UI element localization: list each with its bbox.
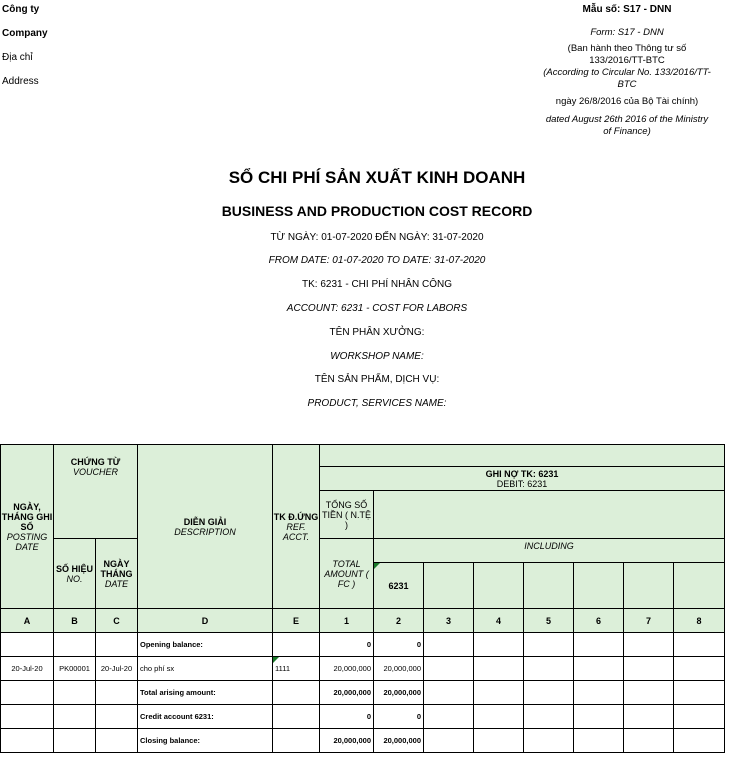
row-empty-col-8 bbox=[674, 681, 725, 705]
company-label-en: Company bbox=[2, 28, 48, 39]
row-empty-col-7 bbox=[624, 633, 674, 657]
table-row bbox=[1, 657, 725, 681]
cost-ledger-table bbox=[0, 444, 725, 753]
column-letter-cell: E bbox=[273, 609, 320, 633]
row-empty-col-7 bbox=[624, 681, 674, 705]
ledger-body bbox=[1, 633, 725, 753]
column-letter-cell: 8 bbox=[674, 609, 725, 633]
company-label-vi: Công ty bbox=[2, 4, 40, 15]
row-empty-col-4 bbox=[474, 705, 524, 729]
table-row bbox=[1, 729, 725, 753]
row-empty-col-3 bbox=[424, 681, 474, 705]
product-vi: TÊN SẢN PHẨM, DỊCH VỤ: bbox=[314, 374, 440, 385]
row-posting-date bbox=[1, 729, 54, 753]
header-sub-col-3 bbox=[424, 563, 474, 609]
header-voucher-date bbox=[96, 539, 138, 609]
row-total-amount: 20,000,000 bbox=[320, 729, 374, 753]
address-label-en: Address bbox=[2, 76, 39, 87]
row-description: Total arising amount: bbox=[138, 681, 273, 705]
header-no-vi: SỐ HIỆU bbox=[55, 563, 93, 574]
header-sub-col-7 bbox=[624, 563, 674, 609]
row-posting-date bbox=[1, 705, 54, 729]
table-row bbox=[1, 633, 725, 657]
row-voucher-no bbox=[54, 729, 96, 753]
header-sub-col-8 bbox=[674, 563, 725, 609]
period-vi: TỪ NGÀY: 01-07-2020 ĐẾN NGÀY: 31-07-2020 bbox=[270, 232, 484, 243]
header-description-en: DESCRIPTION bbox=[174, 526, 236, 537]
header-total-vi: TỔNG SỐ TIỀN ( N.TỆ ) bbox=[320, 491, 374, 539]
date-vi: ngày 26/8/2016 của Bộ Tài chính) bbox=[555, 96, 699, 107]
column-letter-cell: 4 bbox=[474, 609, 524, 633]
header-posting-date bbox=[1, 445, 54, 609]
row-empty-col-8 bbox=[674, 657, 725, 681]
row-voucher-date: 20-Jul-20 bbox=[96, 657, 138, 681]
date-en-2: of Finance) bbox=[603, 126, 651, 137]
row-amount-6231: 20,000,000 bbox=[374, 729, 424, 753]
date-en-1: dated August 26th 2016 of the Ministry bbox=[545, 114, 709, 125]
header-description-vi: DIỄN GIẢI bbox=[183, 516, 227, 527]
row-amount-6231: 20,000,000 bbox=[374, 681, 424, 705]
row-total-amount: 0 bbox=[320, 633, 374, 657]
row-empty-col-6 bbox=[574, 705, 624, 729]
issued-en-1: (According to Circular No. 133/2016/TT- bbox=[543, 67, 711, 78]
header-debit bbox=[320, 467, 725, 491]
column-letter-cell: 3 bbox=[424, 609, 474, 633]
row-empty-col-4 bbox=[474, 681, 524, 705]
row-voucher-no: PK00001 bbox=[54, 657, 96, 681]
row-voucher-date bbox=[96, 705, 138, 729]
row-description: Closing balance: bbox=[138, 729, 273, 753]
header-debit-area bbox=[320, 445, 725, 467]
header-ref-acct bbox=[273, 445, 320, 609]
column-letter-cell: D bbox=[138, 609, 273, 633]
row-ref-acct bbox=[273, 681, 320, 705]
row-empty-col-6 bbox=[574, 729, 624, 753]
form-code-en: Form: S17 - DNN bbox=[590, 27, 664, 38]
row-ref-acct bbox=[273, 729, 320, 753]
header-including: INCLUDING bbox=[374, 539, 725, 563]
row-amount-6231: 20,000,000 bbox=[374, 657, 424, 681]
row-total-amount: 20,000,000 bbox=[320, 681, 374, 705]
column-letter-cell: A bbox=[1, 609, 54, 633]
row-empty-col-4 bbox=[474, 657, 524, 681]
header-no-en: NO. bbox=[66, 573, 83, 584]
column-letter-cell: C bbox=[96, 609, 138, 633]
column-letter-cell: B bbox=[54, 609, 96, 633]
row-empty-col-8 bbox=[674, 633, 725, 657]
header-voucher bbox=[54, 445, 138, 539]
row-empty-col-5 bbox=[524, 729, 574, 753]
column-letter-cell: 5 bbox=[524, 609, 574, 633]
row-empty-col-8 bbox=[674, 705, 725, 729]
row-empty-col-7 bbox=[624, 657, 674, 681]
header-sub-col-5 bbox=[524, 563, 574, 609]
row-ref-acct: 1111 bbox=[273, 657, 320, 681]
row-voucher-date bbox=[96, 633, 138, 657]
row-empty-col-5 bbox=[524, 705, 574, 729]
row-empty-col-5 bbox=[524, 681, 574, 705]
row-posting-date bbox=[1, 633, 54, 657]
header-posting-date-en: POSTING DATE bbox=[6, 531, 48, 552]
header-debit-en: DEBIT: 6231 bbox=[496, 478, 548, 489]
row-posting-date: 20-Jul-20 bbox=[1, 657, 54, 681]
header-sub-col-6 bbox=[574, 563, 624, 609]
header-voucher-vi: CHỨNG TỪ bbox=[70, 457, 121, 467]
form-code-vi: Mẫu số: S17 - DNN bbox=[582, 4, 672, 15]
row-ref-acct bbox=[273, 705, 320, 729]
header-description bbox=[138, 445, 273, 609]
form-info bbox=[522, 0, 732, 138]
column-letter-cell: 6 bbox=[574, 609, 624, 633]
workshop-en: WORKSHOP NAME: bbox=[330, 351, 424, 362]
period-en: FROM DATE: 01-07-2020 TO DATE: 31-07-2020 bbox=[268, 255, 486, 266]
row-total-amount: 0 bbox=[320, 705, 374, 729]
row-voucher-date bbox=[96, 681, 138, 705]
column-letter-row bbox=[1, 609, 725, 633]
row-amount-6231: 0 bbox=[374, 705, 424, 729]
row-ref-acct bbox=[273, 633, 320, 657]
row-voucher-no bbox=[54, 633, 96, 657]
workshop-vi: TÊN PHÂN XƯỞNG: bbox=[329, 327, 425, 338]
header-total-en: TOTAL AMOUNT ( FC ) bbox=[320, 539, 374, 609]
header-voucher-date-en: DATE bbox=[104, 578, 129, 589]
issued-vi-2: 133/2016/TT-BTC bbox=[589, 55, 665, 66]
header-sub-col-4 bbox=[474, 563, 524, 609]
row-empty-col-3 bbox=[424, 633, 474, 657]
header-debit-vi: GHI NỢ TK: 6231 bbox=[485, 468, 559, 479]
header-total-spacer bbox=[374, 491, 725, 539]
column-letter-cell: 7 bbox=[624, 609, 674, 633]
row-empty-col-6 bbox=[574, 633, 624, 657]
header-no bbox=[54, 539, 96, 609]
row-description: Opening balance: bbox=[138, 633, 273, 657]
row-empty-col-8 bbox=[674, 729, 725, 753]
header-voucher-en: VOUCHER bbox=[72, 467, 118, 477]
row-empty-col-4 bbox=[474, 633, 524, 657]
row-empty-col-3 bbox=[424, 657, 474, 681]
account-en: ACCOUNT: 6231 - COST FOR LABORS bbox=[286, 303, 468, 314]
account-vi: TK: 6231 - CHI PHÍ NHÂN CÔNG bbox=[301, 279, 453, 290]
issued-en-2: BTC bbox=[617, 79, 637, 90]
row-posting-date bbox=[1, 681, 54, 705]
row-empty-col-5 bbox=[524, 633, 574, 657]
row-voucher-no bbox=[54, 681, 96, 705]
header-posting-date-vi: NGÀY, THÁNG GHI SỔ bbox=[1, 501, 53, 532]
row-voucher-no bbox=[54, 705, 96, 729]
row-description: Credit account 6231: bbox=[138, 705, 273, 729]
row-empty-col-6 bbox=[574, 657, 624, 681]
header-voucher-date-vi: NGÀY THÁNG bbox=[100, 558, 133, 579]
row-description: cho phí sx bbox=[138, 657, 273, 681]
header-ref-acct-en: REF. ACCT. bbox=[282, 521, 310, 542]
product-en: PRODUCT, SERVICES NAME: bbox=[307, 398, 447, 409]
row-empty-col-7 bbox=[624, 705, 674, 729]
issued-vi-1: (Ban hành theo Thông tư số bbox=[567, 43, 687, 54]
row-total-amount: 20,000,000 bbox=[320, 657, 374, 681]
column-letter-cell: 2 bbox=[374, 609, 424, 633]
report-title-vi: SỔ CHI PHÍ SẢN XUẤT KINH DOANH bbox=[228, 168, 526, 187]
header-ref-acct-vi: TK Đ.ỨNG bbox=[273, 511, 319, 522]
row-empty-col-3 bbox=[424, 705, 474, 729]
row-empty-col-4 bbox=[474, 729, 524, 753]
column-letter-cell: 1 bbox=[320, 609, 374, 633]
header-sub-6231: 6231 bbox=[374, 563, 424, 609]
row-voucher-date bbox=[96, 729, 138, 753]
table-row bbox=[1, 681, 725, 705]
row-empty-col-7 bbox=[624, 729, 674, 753]
row-empty-col-3 bbox=[424, 729, 474, 753]
row-empty-col-5 bbox=[524, 657, 574, 681]
report-title-en: BUSINESS AND PRODUCTION COST RECORD bbox=[221, 203, 533, 219]
row-amount-6231: 0 bbox=[374, 633, 424, 657]
row-empty-col-6 bbox=[574, 681, 624, 705]
address-label-vi: Địa chỉ bbox=[2, 52, 33, 63]
table-row bbox=[1, 705, 725, 729]
